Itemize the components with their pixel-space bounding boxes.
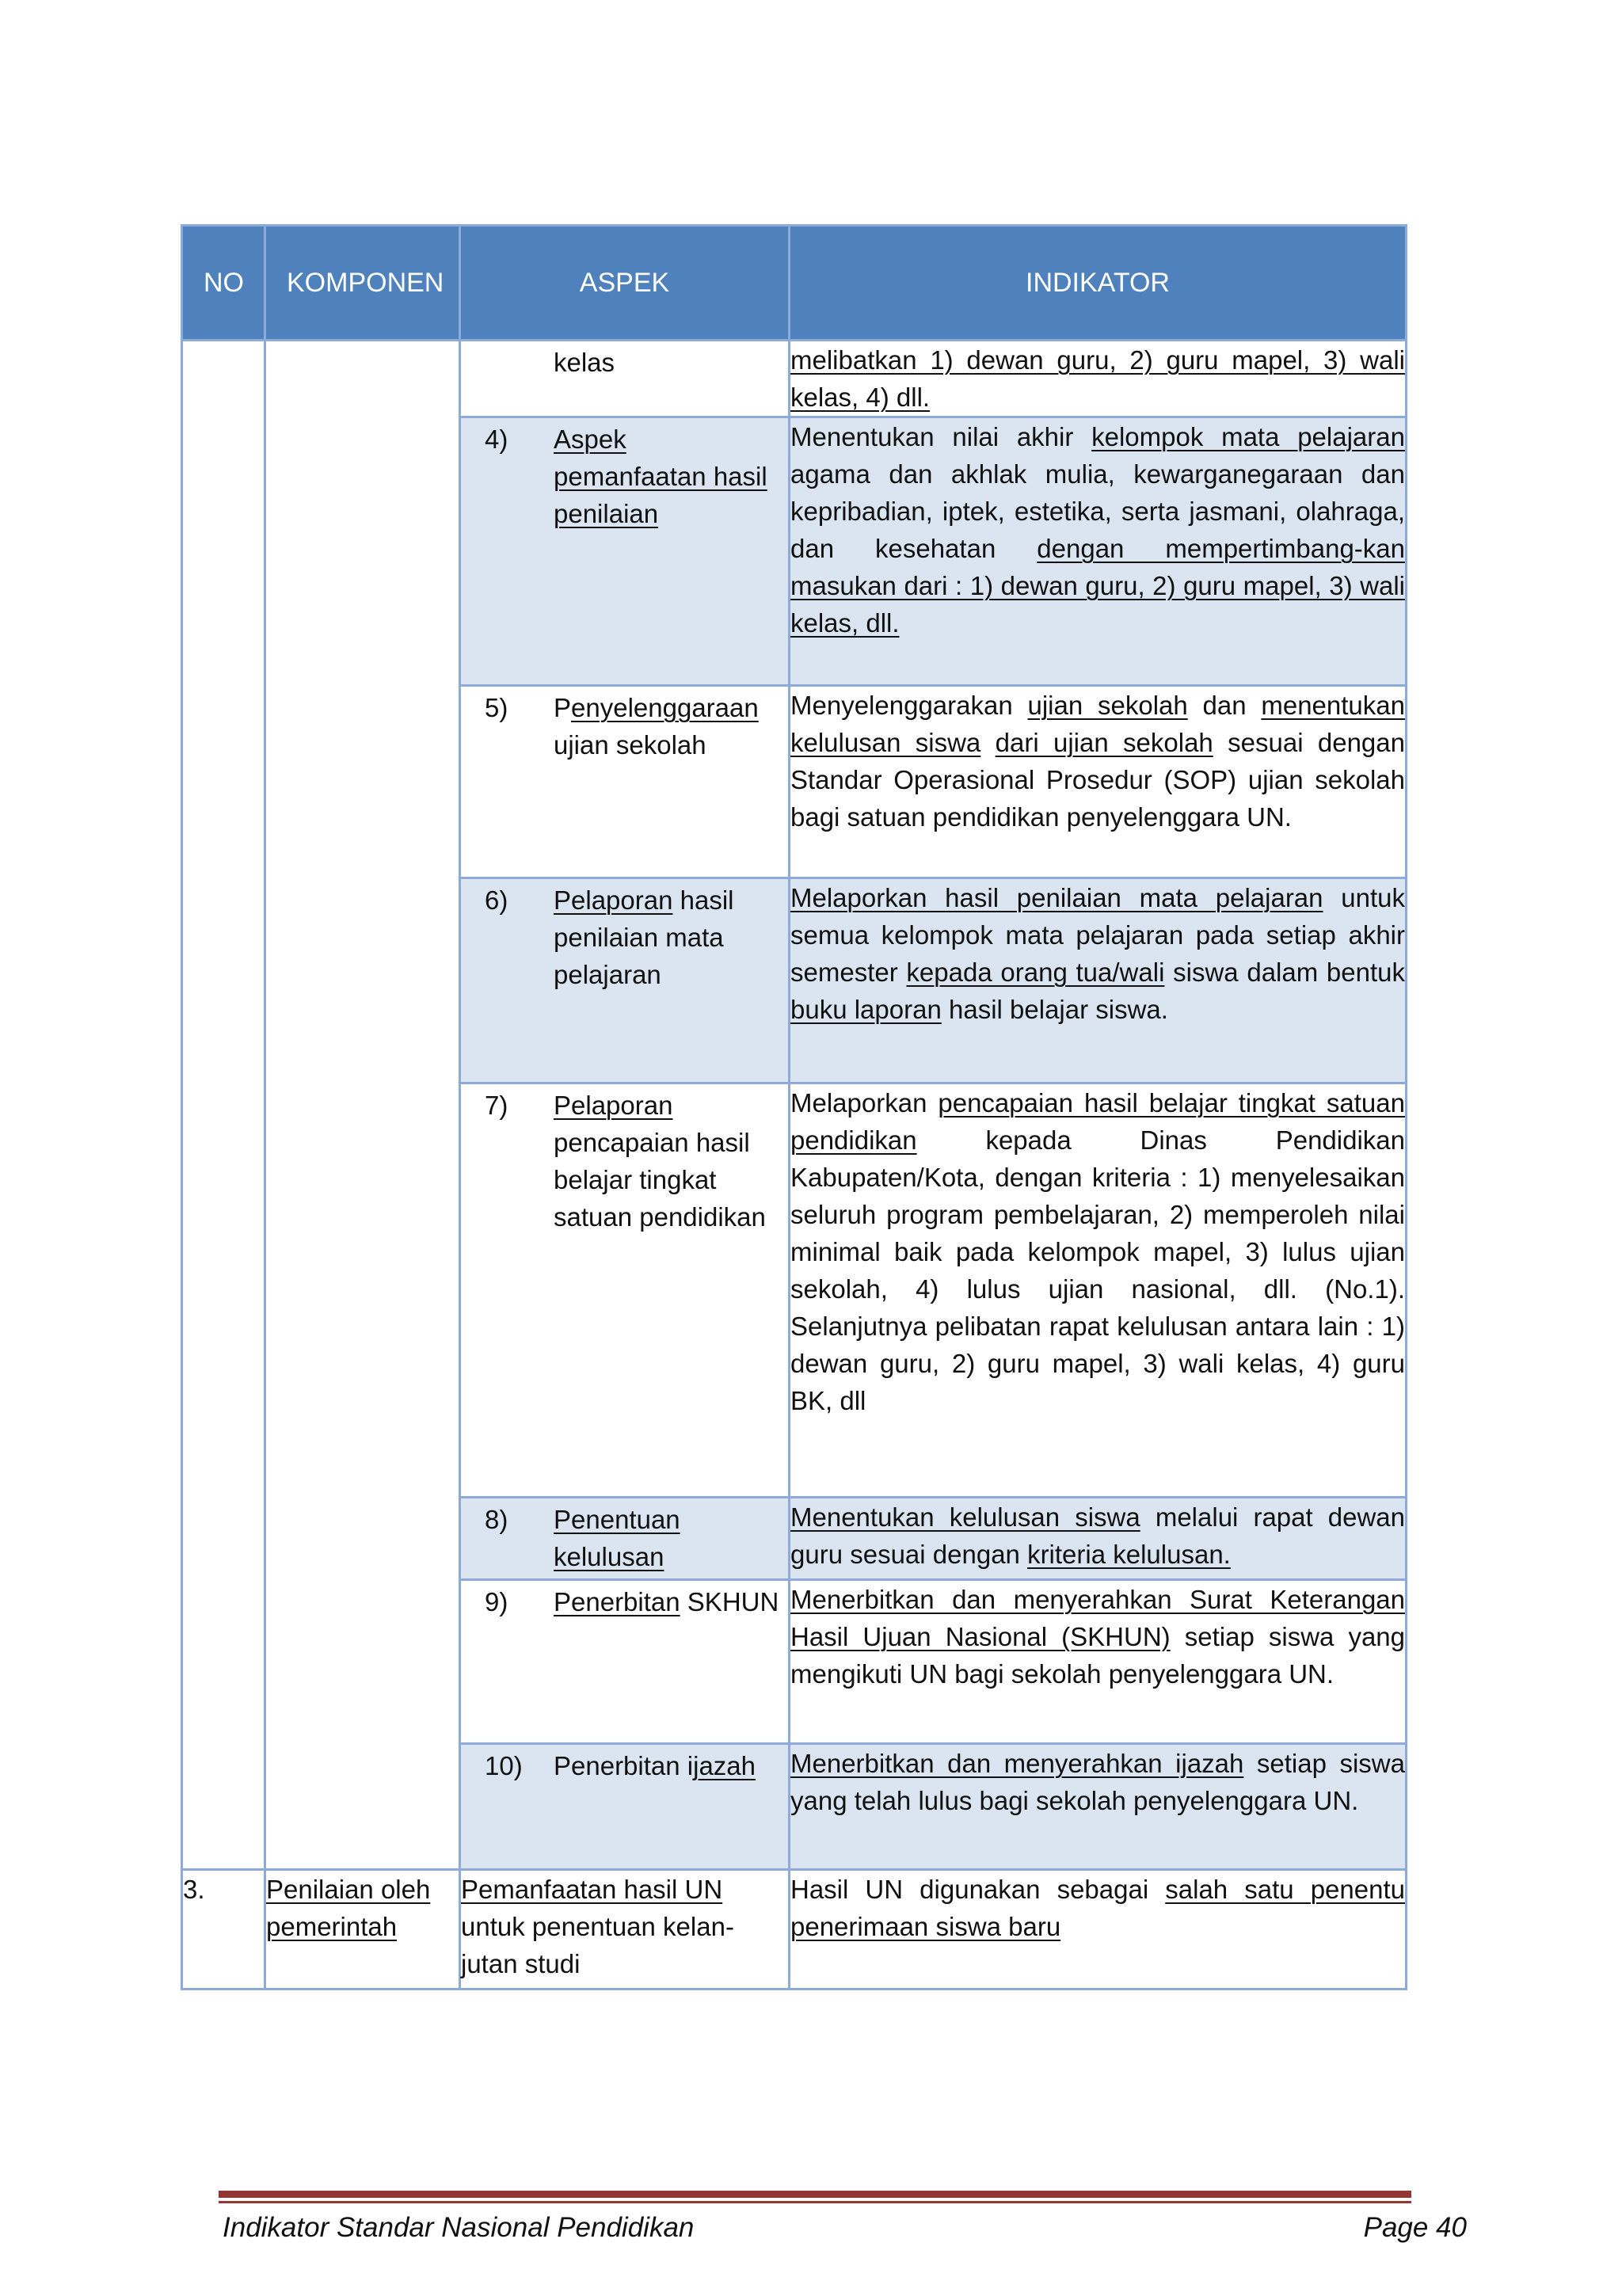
- aspek-text: Penentuan kelulusan: [554, 1505, 680, 1571]
- aspek-text: Pelaporan pencapaian hasil belajar tingkat satuan pendidikan: [554, 1091, 766, 1232]
- no-cell: 3.: [182, 1870, 265, 1989]
- table-row: [182, 341, 1407, 417]
- aspek-text: Aspek pemanfaatan hasil penilaian: [554, 425, 767, 528]
- komponen-cell: [265, 341, 460, 1870]
- aspek-number: 10): [485, 1751, 523, 1780]
- aspek-text: Penyelenggaraan ujian sekolah: [554, 693, 759, 760]
- aspek-number: 7): [485, 1091, 508, 1120]
- komponen-cell: Penilaian oleh pemerintah: [265, 1870, 460, 1989]
- aspek-cell: [460, 686, 790, 878]
- aspek-number: 4): [485, 425, 508, 454]
- aspek-number: 9): [485, 1587, 508, 1616]
- aspek-number: [485, 344, 554, 381]
- no-cell: [182, 341, 265, 1870]
- aspek-cell: [460, 1744, 790, 1870]
- header-komponen: KOMPONEN: [265, 226, 460, 341]
- indikator-cell: Menyelenggarakan ujian sekolah dan menentukan kelulusan siswa dari ujian sekolah sesuai dengan Standar Operasional Prosedur (SOP) ujian sekolah bagi satuan pendidikan penyelenggara UN.: [790, 686, 1407, 878]
- indikator-cell: Hasil UN digunakan sebagai salah satu penentu penerimaan siswa baru: [790, 1870, 1407, 1989]
- aspek-number: 8): [485, 1505, 508, 1534]
- aspek-cell: [460, 878, 790, 1083]
- aspek-number: 6): [485, 885, 508, 915]
- aspek-text: Pelaporan hasil penilaian mata pelajaran: [554, 885, 734, 989]
- aspek-text: Penerbitan SKHUN: [554, 1587, 779, 1616]
- table-body: [182, 341, 1407, 1989]
- footer-title: Indikator Standar Nasional Pendidikan: [223, 2212, 695, 2243]
- aspek-number: 5): [485, 693, 508, 722]
- indikator-cell: Melaporkan pencapaian hasil belajar tingkat satuan pendidikan kepada Dinas Pendidikan Kabupaten/Kota, dengan kriteria : 1) menyelesaikan seluruh program pembelajaran, 2) memperoleh nilai minimal baik pada kelompok mapel, 3) lulus ujian sekolah, 4) lulus ujian nasional, dll. (No.1). Selanjutnya pelibatan rapat kelulusan antara lain : 1) dewan guru, 2) guru mapel, 3) wali kelas, 4) guru BK, dll: [790, 1083, 1407, 1498]
- table-header-row: [182, 226, 1407, 341]
- aspek-cell: [460, 341, 790, 417]
- table-row: [182, 1870, 1407, 1989]
- aspek-text: Penerbitan ijazah: [554, 1751, 756, 1780]
- aspek-cell: Pemanfaatan hasil UN untuk penentuan kelan-jutan studi: [460, 1870, 790, 1989]
- indikator-cell: melibatkan 1) dewan guru, 2) guru mapel, 3) wali kelas, 4) dll.: [790, 341, 1407, 417]
- header-indikator: INDIKATOR: [790, 226, 1407, 341]
- aspek-cell: [460, 1083, 790, 1498]
- indikator-cell: Menentukan kelulusan siswa melalui rapat dewan guru sesuai dengan kriteria kelulusan.: [790, 1498, 1407, 1580]
- header-aspek: ASPEK: [460, 226, 790, 341]
- footer-rule-thin: [219, 2201, 1411, 2203]
- header-no: NO: [182, 226, 265, 341]
- page-number: Page 40: [1363, 2212, 1467, 2243]
- indicator-table: [181, 224, 1407, 1990]
- indikator-cell: Menentukan nilai akhir kelompok mata pelajaran agama dan akhlak mulia, kewarganegaraan dan kepribadian, iptek, estetika, serta jasmani, olahraga, dan kesehatan dengan mempertimbang-kan masukan dari : 1) dewan guru, 2) guru mapel, 3) wali kelas, dll.: [790, 417, 1407, 686]
- aspek-cell: [460, 1580, 790, 1744]
- aspek-cell: [460, 1498, 790, 1580]
- aspek-cell: [460, 417, 790, 686]
- indikator-cell: Menerbitkan dan menyerahkan Surat Keterangan Hasil Ujuan Nasional (SKHUN) setiap siswa yang mengikuti UN bagi sekolah penyelenggara UN.: [790, 1580, 1407, 1744]
- indikator-cell: Melaporkan hasil penilaian mata pelajaran untuk semua kelompok mata pelajaran pada setiap akhir semester kepada orang tua/wali siswa dalam bentuk buku laporan hasil belajar siswa.: [790, 878, 1407, 1083]
- footer-rule: [219, 2191, 1411, 2198]
- indikator-cell: Menerbitkan dan menyerahkan ijazah setiap siswa yang telah lulus bagi sekolah penyelenggara UN.: [790, 1744, 1407, 1870]
- aspek-text: kelas: [554, 348, 615, 377]
